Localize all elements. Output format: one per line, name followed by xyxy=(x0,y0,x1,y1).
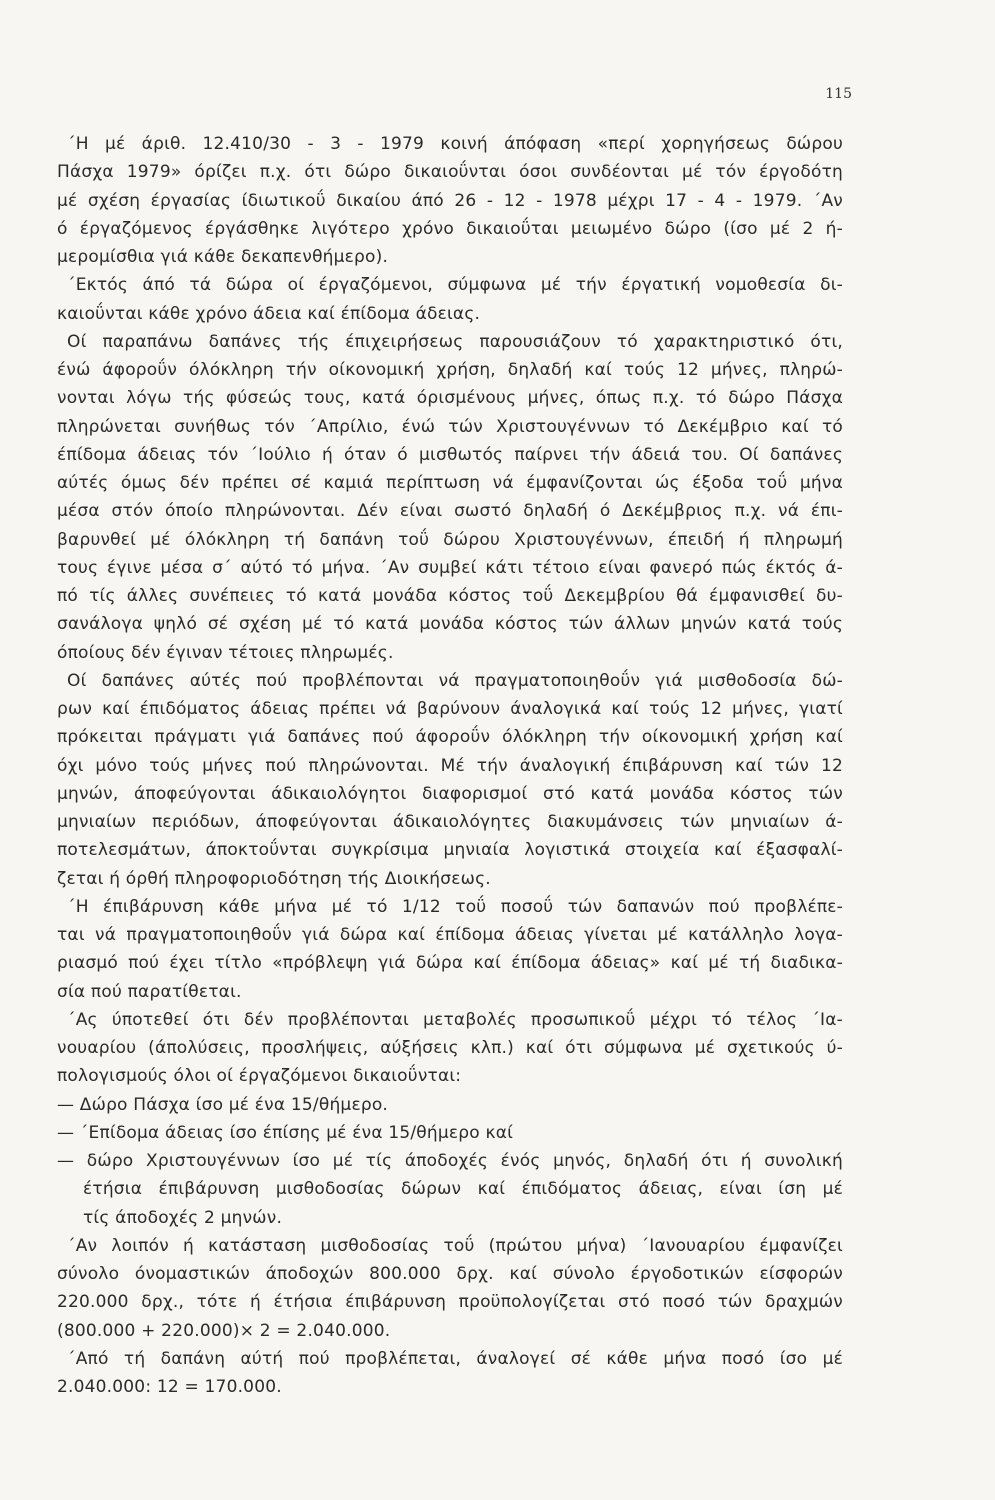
text-line: ΄Εκτός άπό τά δώρα οί έργαζόμενοι, σύμφωνα μέ τήν έργατική νομοθεσία δι- xyxy=(67,275,843,296)
text-line: Οί παραπάνω δαπάνες τής έπιχειρήσεως παρουσιάζουν τό χαρακτηριστικό ότι, xyxy=(67,331,843,352)
text-line: μηνιαίων περιόδων, άποφεύγονται άδικαιολόγητες διακυμάνσεις τών μηνιαίων ά- xyxy=(57,812,843,832)
text-line: έπίδομα άδειας τόν ΄Ιούλιο ή όταν ό μισθωτός παίρνει τήν άδειά του. Οί δαπάνες xyxy=(57,444,843,465)
text-line: ται νά πραγματοποιηθοΰν γιά δώρα καί έπίδομα άδειας γίνεται μέ κατάλληλο λογα- xyxy=(57,925,843,945)
text-line: όποίους δέν έγιναν τέτοιες πληρωμές. xyxy=(57,642,394,663)
text-line: πό τίς άλλες συνέπειες τό κατά μονάδα κόστος τοΰ Δεκεμβρίου θά έμφανισθεί δυ- xyxy=(57,586,843,606)
text-line: νουαρίου (άπολύσεις, προσλήψεις, αύξήσεις κλπ.) καί ότι σύμφωνα μέ σχετικούς ύ- xyxy=(57,1038,843,1058)
text-line: ΄Από τή δαπάνη αύτή πού προβλέπεται, άναλογεί σέ κάθε μήνα ποσό ίσο μέ xyxy=(67,1348,843,1369)
text-line: 220.000 δρχ., τότε ή έτήσια έπιβάρυνση προϋπολογίζεται στό ποσό τών δραχμών xyxy=(57,1292,843,1313)
text-line: μερομίσθια γιά κάθε δεκαπενθήμερο). xyxy=(57,247,389,267)
text-line: ΄Αν λοιπόν ή κατάσταση μισθοδοσίας τοΰ (πρώτου μήνα) ΄Ιανουαρίου έμφανίζει xyxy=(67,1235,843,1256)
text-line: καιοΰνται κάθε χρόνο άδεια καί έπίδομα άδειας. xyxy=(57,303,481,324)
text-line: έτήσια έπιβάρυνση μισθοδοσίας δώρων καί έπιδόματος άδειας, είναι ίση μέ xyxy=(83,1179,843,1200)
text-line: ρων καί έπιδόματος άδειας πρέπει νά βαρύνουν άναλογικά καί τούς 12 μήνες, γιατί xyxy=(57,699,843,719)
text-line: σία πού παρατίθεται. xyxy=(57,981,242,1002)
text-line: ΄Η έπιβάρυνση κάθε μήνα μέ τό 1/12 τοΰ ποσοΰ τών δαπανών πού προβλέπε- xyxy=(67,896,843,917)
text-line: νονται λόγω τής φύσεώς τους, κατά όρισμένους μήνες, όπως π.χ. τό δώρο Πάσχα xyxy=(57,388,843,409)
text-line: ό έργαζόμενος έργάσθηκε λιγότερο χρόνο δικαιοΰται μειωμένο δώρο (ίσο μέ 2 ή- xyxy=(57,218,843,239)
text-line: ΄Η μέ άριθ. 12.410/30 - 3 - 1979 κοινή άπόφαση «περί χορηγήσεως δώρου xyxy=(67,134,843,154)
text-line: (800.000 + 220.000)× 2 = 2.040.000. xyxy=(57,1320,391,1341)
text-line: — ΄Επίδομα άδειας ίσο έπίσης μέ ένα 15/θήμερο καί xyxy=(57,1122,514,1143)
text-line: ΄Ας ύποτεθεί ότι δέν προβλέπονται μεταβολές προσωπικοΰ μέχρι τό τέλος ΄Ια- xyxy=(67,1009,843,1030)
text-line: μηνών, άποφεύγονται άδικαιολόγητοι διαφορισμοί στό κατά μονάδα κόστος τών xyxy=(57,783,843,804)
text-line: τίς άποδοχές 2 μηνών. xyxy=(83,1207,283,1228)
text-line: ένώ άφοροΰν όλόκληρη τήν οίκονομική χρήση, δηλαδή καί τούς 12 μήνες, πληρώ- xyxy=(57,360,843,380)
text-line: πολογισμούς όλοι οί έργαζόμενοι δικαιοΰνται: xyxy=(57,1066,462,1087)
text-line: Οί δαπάνες αύτές πού προβλέπονται νά πραγματοποιηθοΰν γιά μισθοδοσία δώ- xyxy=(67,670,843,691)
text-line: αύτές όμως δέν πρέπει σέ καμιά περίπτωση νά έμφανίζονται ώς έξοδα τοΰ μήνα xyxy=(57,473,843,493)
text-line: μέσα στόν όποίο πληρώνονται. Δέν είναι σωστό δηλαδή ό Δεκέμβριος π.χ. νά έπι- xyxy=(57,501,843,522)
body-text xyxy=(57,130,843,1401)
text-line: — δώρο Χριστουγέννων ίσο μέ τίς άποδοχές ένός μηνός, δηλαδή ότι ή συνολική xyxy=(57,1151,843,1171)
text-line: βαρυνθεί μέ όλόκληρη τή δαπάνη τοΰ δώρου Χριστουγέννων, έπειδή ή πληρωμή xyxy=(57,529,843,550)
text-line: 2.040.000: 12 = 170.000. xyxy=(57,1377,282,1397)
text-line: Πάσχα 1979» όρίζει π.χ. ότι δώρο δικαιοΰνται όσοι συνδέονται μέ τόν έργοδότη xyxy=(57,162,843,183)
text-line: ζεται ή όρθή πληροφοριοδότηση τής Διοικήσεως. xyxy=(57,868,491,889)
text-line: σανάλογα ψηλό σέ σχέση μέ τό κατά μονάδα κόστος τών άλλων μηνών κατά τούς xyxy=(57,614,843,635)
text-line: πρόκειται πράγματι γιά δαπάνες πού άφοροΰν όλόκληρη τήν οίκονομική χρήση καί xyxy=(57,727,843,748)
page-number: 115 xyxy=(825,86,852,102)
text-line: ποτελεσμάτων, άποκτοΰνται συγκρίσιμα μηνιαία λογιστικά στοιχεία καί έξασφαλί- xyxy=(57,840,843,861)
text-line: τους έγινε μέσα σ΄ αύτό τό μήνα. ΄Αν συμβεί κάτι τέτοιο είναι φανερό πώς έκτός ά- xyxy=(57,557,843,578)
text-line: πληρώνεται συνήθως τόν ΄Απρίλιο, ένώ τών Χριστουγέννων τό Δεκέμβριο καί τό xyxy=(57,416,843,437)
text-line: σύνολο όνομαστικών άποδοχών 800.000 δρχ. καί σύνολο έργοδοτικών είσφορών xyxy=(57,1264,843,1284)
text-line: ριασμό πού έχει τίτλο «πρόβλεψη γιά δώρα καί έπίδομα άδειας» καί μέ τή διαδικα- xyxy=(57,953,843,974)
text-line: μέ σχέση έργασίας ίδιωτικοΰ δικαίου άπό 26 - 12 - 1978 μέχρι 17 - 4 - 1979. ΄Αν xyxy=(57,190,843,211)
text-line: όχι μόνο τούς μήνες πού πληρώνονται. Μέ τήν άναλογική έπιβάρυνση καί τών 12 xyxy=(57,755,843,776)
text-line: — Δώρο Πάσχα ίσο μέ ένα 15/θήμερο. xyxy=(57,1094,389,1115)
